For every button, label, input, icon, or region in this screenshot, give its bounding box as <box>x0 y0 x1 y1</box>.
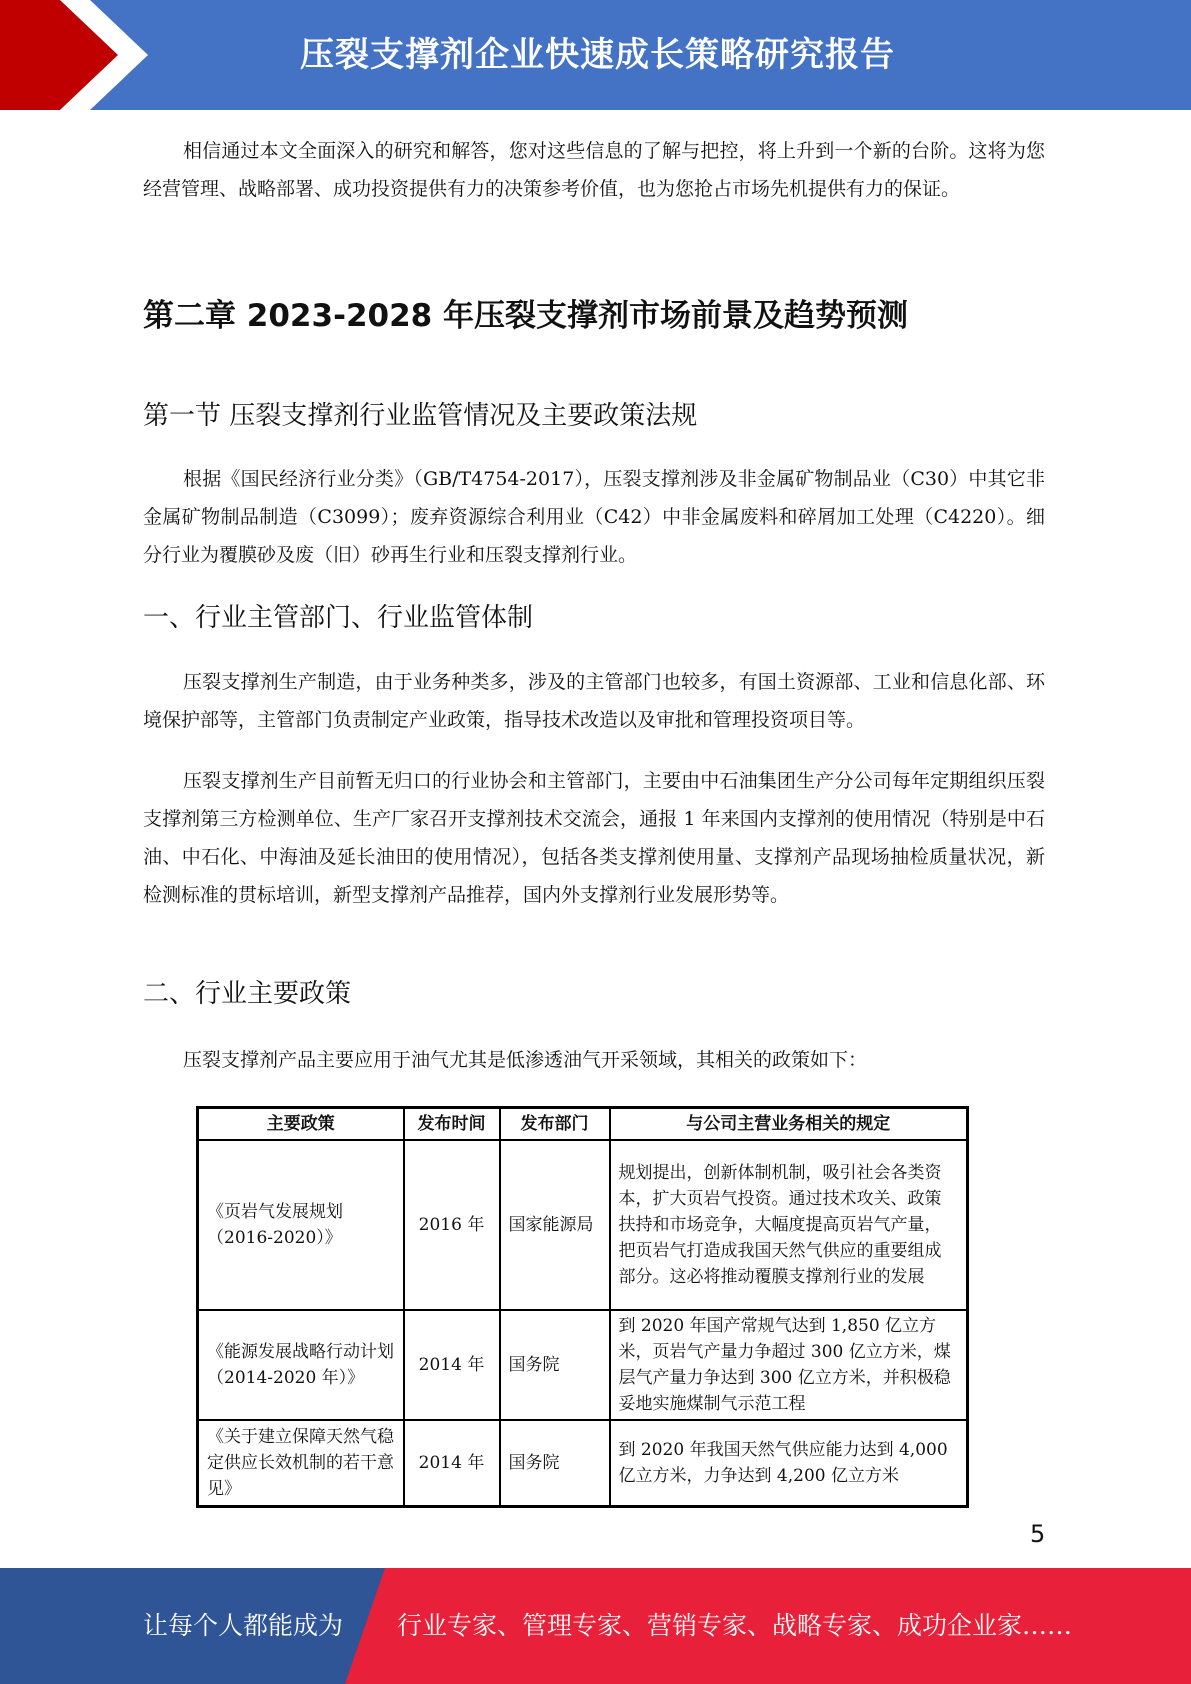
policy-name-cell: 《页岩气发展规划（2016-2020）》 <box>198 1140 404 1310</box>
chapter-heading-block <box>143 290 1045 335</box>
column-header: 主要政策 <box>198 1108 404 1141</box>
regulation-cell: 到 2020 年国产常规气达到 1,850 亿立方米，页岩气产量力争超过 300 亿立方米，煤层气产量力争达到 300 亿立方米，并积极稳妥地实施煤制气示范工程 <box>610 1310 968 1420</box>
department-cell: 国家能源局 <box>500 1140 610 1310</box>
column-header: 发布部门 <box>500 1108 610 1141</box>
table-header-row <box>198 1108 968 1141</box>
subsection1-paragraph2-block <box>143 762 1045 914</box>
footer-slogan-left: 让每个人都能成为 <box>143 1611 344 1640</box>
section-paragraph-block <box>143 460 1045 574</box>
date-cell: 2014 年 <box>404 1310 500 1420</box>
date-cell: 2016 年 <box>404 1140 500 1310</box>
subsection1-paragraph1-block <box>143 663 1045 739</box>
column-header: 与公司主营业务相关的规定 <box>610 1108 968 1141</box>
regulation-cell: 规划提出，创新体制机制，吸引社会各类资本，扩大页岩气投资。通过技术攻关、政策扶持和市场竞争，大幅度提高页岩气产量，把页岩气打造成我国天然气供应的重要组成部分。这必将推动覆膜支撑剂行业的发展 <box>610 1140 968 1310</box>
report-title: 压裂支撑剂企业快速成长策略研究报告 <box>300 35 895 75</box>
policy-intro-paragraph: 压裂支撑剂产品主要应用于油气尤其是低渗透油气开采领域，其相关的政策如下： <box>183 1049 868 1071</box>
regulation-cell: 到 2020 年我国天然气供应能力达到 4,000 亿立方米，力争达到 4,200 亿立方米 <box>610 1420 968 1506</box>
page-content <box>143 132 1045 208</box>
table-row <box>198 1140 968 1310</box>
section-title: 第一节 压裂支撑剂行业监管情况及主要政策法规 <box>143 401 698 431</box>
policy-table <box>196 1106 969 1508</box>
regulation-paragraph-1: 压裂支撑剂生产制造，由于业务种类多，涉及的主管部门也较多，有国土资源部、工业和信息化部、环境保护部等，主管部门负责制定产业政策，指导技术改造以及审批和管理投资项目等。 <box>143 671 1045 731</box>
subsection-title-policy: 二、行业主要政策 <box>143 979 352 1009</box>
page-footer <box>0 1568 1191 1684</box>
classification-paragraph: 根据《国民经济行业分类》（GB/T4754-2017），压裂支撑剂涉及非金属矿物制品业（C30）中其它非金属矿物制品制造（C3099）；废弃资源综合利用业（C42）中非金属废料和碎屑加工处理（C4220）。细分行业为覆膜砂及废（旧）砂再生行业和压裂支撑剂行业。 <box>143 468 1045 566</box>
table-row <box>198 1420 968 1506</box>
page-header <box>0 0 1191 110</box>
table-row <box>198 1310 968 1420</box>
header-arrow-decoration <box>0 0 160 110</box>
subsection2-heading-block <box>143 973 1045 1010</box>
page-number: 5 <box>1030 1520 1046 1548</box>
subsection-title-regulation: 一、行业主管部门、行业监管体制 <box>143 603 534 633</box>
regulation-paragraph-2: 压裂支撑剂生产目前暂无归口的行业协会和主管部门，主要由中石油集团生产分公司每年定期组织压裂支撑剂第三方检测单位、生产厂家召开支撑剂技术交流会，通报 1 年来国内支撑剂的使用情况（特别是中石油、中石化、中海油及延长油田的使用情况），包括各类支撑剂使用量、支撑剂产品现场抽检质量状况，新检测标准的贯标培训，新型支撑剂产品推荐，国内外支撑剂行业发展形势等。 <box>143 770 1045 906</box>
date-cell: 2014 年 <box>404 1420 500 1506</box>
subsection1-heading-block <box>143 597 1045 634</box>
policy-name-cell: 《关于建立保障天然气稳定供应长效机制的若干意见》 <box>198 1420 404 1506</box>
section-heading-block <box>143 395 1045 432</box>
subsection2-paragraph-block <box>143 1041 1045 1079</box>
column-header: 发布时间 <box>404 1108 500 1141</box>
department-cell: 国务院 <box>500 1310 610 1420</box>
intro-paragraph: 相信通过本文全面深入的研究和解答，您对这些信息的了解与把控，将上升到一个新的台阶。这将为您经营管理、战略部署、成功投资提供有力的决策参考价值，也为您抢占市场先机提供有力的保证。 <box>143 140 1045 200</box>
chapter-title: 第二章 2023-2028 年压裂支撑剂市场前景及趋势预测 <box>143 298 909 334</box>
department-cell: 国务院 <box>500 1420 610 1506</box>
footer-slogan-right: 行业专家、管理专家、营销专家、战略专家、成功企业家…… <box>397 1611 1073 1640</box>
policy-name-cell: 《能源发展战略行动计划（2014-2020 年）》 <box>198 1310 404 1420</box>
